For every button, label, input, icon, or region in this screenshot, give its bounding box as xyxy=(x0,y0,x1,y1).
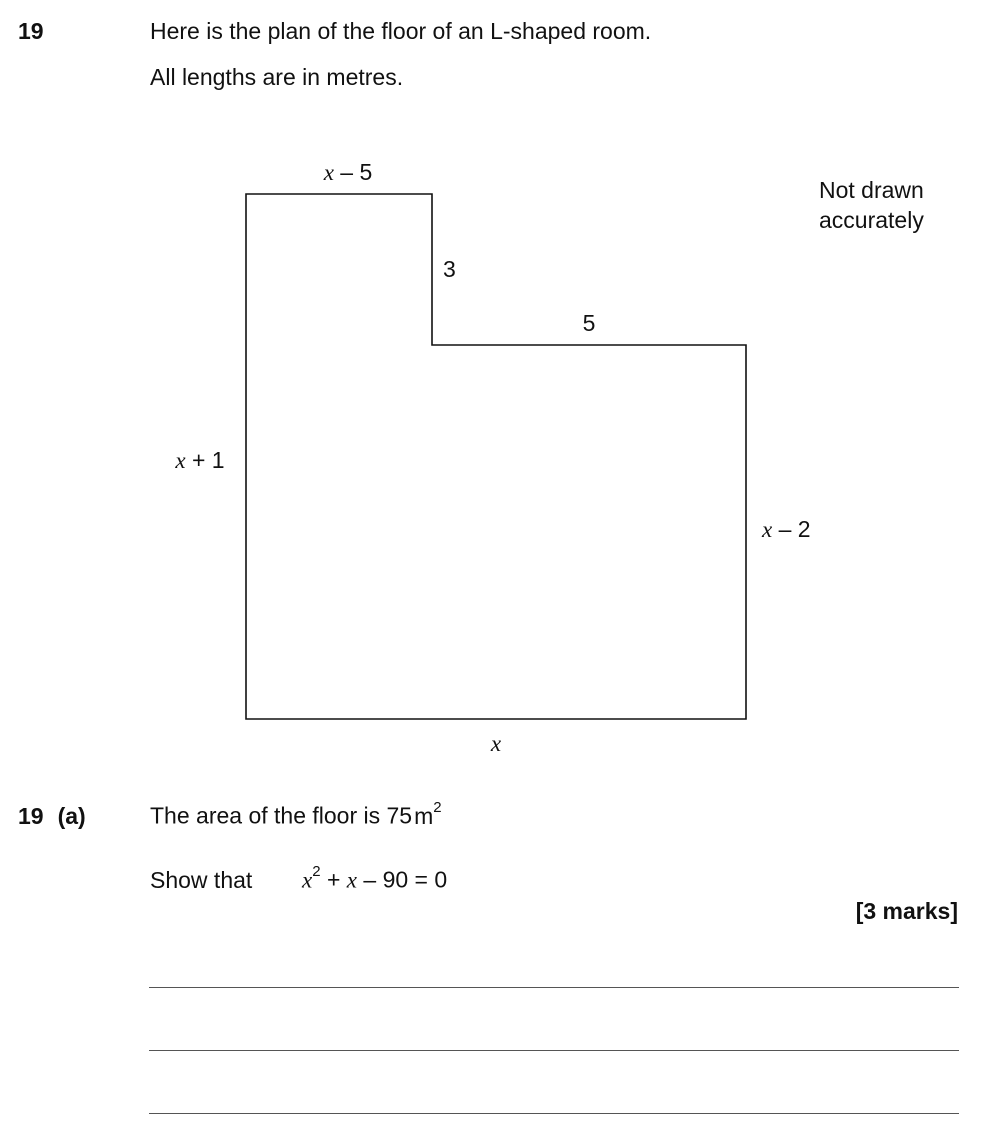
part-letter: (a) xyxy=(57,803,86,829)
question-units-note: All lengths are in metres. xyxy=(150,64,404,90)
note-line-1: Not drawn xyxy=(819,177,924,203)
answer-line[interactable] xyxy=(149,1113,959,1114)
label-right: x – 2 xyxy=(762,516,811,542)
show-that-label: Show that xyxy=(150,867,253,893)
eq-var-1: x xyxy=(302,867,313,893)
label-bottom: x xyxy=(490,731,502,756)
area-statement xyxy=(150,799,442,830)
area-exponent: 2 xyxy=(433,799,442,816)
part-question-number: 19 xyxy=(18,803,44,829)
note-line-2: accurately xyxy=(819,207,924,233)
area-unit: m xyxy=(414,802,434,829)
eq-tail: – 90 = 0 xyxy=(357,866,448,893)
area-text: The area of the floor is 75 xyxy=(150,802,413,829)
question-intro: Here is the plan of the floor of an L-shaped room. xyxy=(150,18,652,44)
answer-line[interactable] xyxy=(149,987,959,988)
eq-plus: + xyxy=(320,866,347,893)
label-step-vertical: 3 xyxy=(443,256,456,282)
question-number: 19 xyxy=(18,18,44,44)
marks-label: [3 marks] xyxy=(855,898,958,924)
label-step-horizontal: 5 xyxy=(582,310,596,336)
not-drawn-accurately-note xyxy=(819,175,924,235)
label-top: x – 5 xyxy=(323,159,373,185)
answer-line[interactable] xyxy=(149,1050,959,1051)
l-shaped-room-outline xyxy=(246,194,746,719)
label-left: x + 1 xyxy=(175,447,225,473)
eq-var-2: x xyxy=(346,867,357,893)
part-number xyxy=(18,803,86,830)
eq-exponent: 2 xyxy=(312,863,321,880)
equation xyxy=(302,863,448,894)
